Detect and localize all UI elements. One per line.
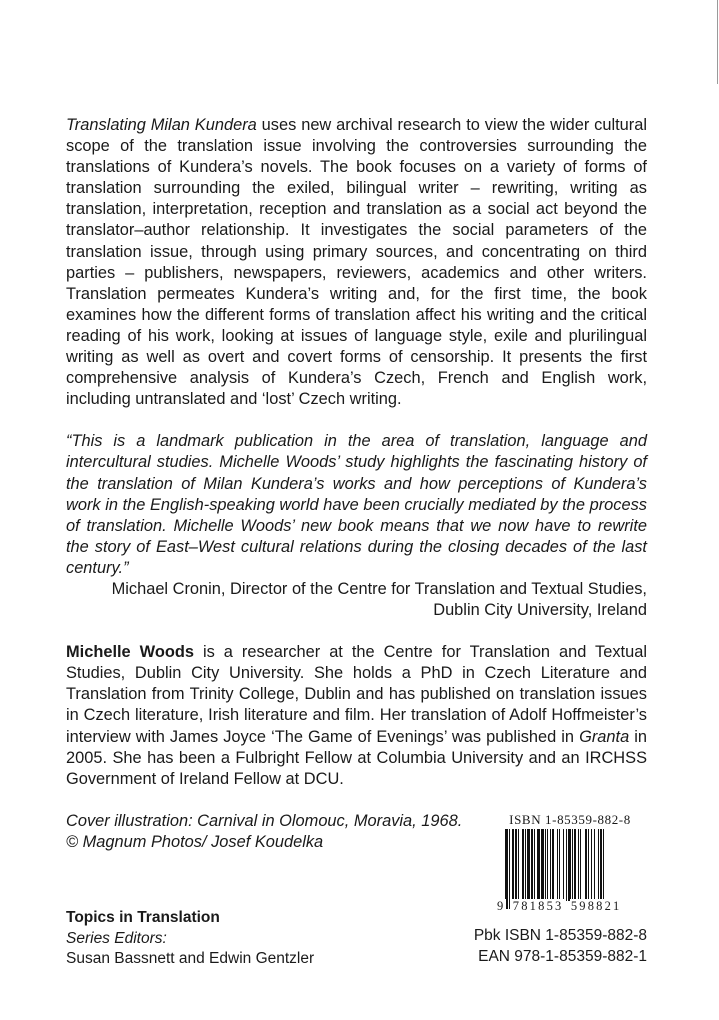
barcode-digit-first: 9 xyxy=(497,899,506,913)
endorsement-quote: “This is a landmark publication in the area of translation, language and intercultural studies. Michelle Woods’ study highlights the fascinating history of the translation of Milan Kundera’s works and how perceptions of Kundera’s work in the English-speaking world have been crucially mediated by the process of translation. Michelle Woods’ new book means that we now have to rewrite the story of East–West cultural relations during the closing decades of the last century.” xyxy=(66,432,647,577)
barcode-digits xyxy=(496,899,670,913)
book-description xyxy=(66,115,647,410)
endorsement-attribution xyxy=(66,579,647,621)
isbn-info xyxy=(474,926,647,967)
author-bio xyxy=(66,642,647,790)
bio-text-1: is a researcher at the Centre for Translation and Textual Studies, Dublin City University. She holds a PhD in Czech Literature and Translation from Trinity College, Dublin and has published on translation issues in Czech literature, Irish literature and film. Her translation of Adolf Hoffmeister’s interview with James Joyce ‘The Game of Evenings’ was published in xyxy=(66,643,647,746)
endorsement xyxy=(66,431,647,621)
page-edge-line xyxy=(717,0,718,84)
cover-credit-line-1: Cover illustration: Carnival in Olomouc, Moravia, 1968. xyxy=(66,811,463,830)
series-title: Topics in Translation xyxy=(66,909,220,926)
barcode-isbn-label: ISBN 1-85359-882-8 xyxy=(509,812,631,827)
description-text: uses new archival research to view the wider cultural scope of the translation issue involving the controversies surrounding the translations of Kundera’s novels. The book focuses on a variety of forms of translation surrounding the exiled, bilingual writer – rewriting, writing as translation, interpretation, reception and translation as a social act beyond the translator–author relationship. It investigates the social parameters of the translation issue, through using primary sources, and concentrating on third parties – publishers, newspapers, reviewers, academics and other writers. Translation permeates Kundera’s writing and, for the first time, the book examines how the different forms of translation affect his writing and the critical reading of his work, looking at issues of language style, exile and plurilingual writing as well as overt and covert forms of censorship. It presents the first comprehensive analysis of Kundera’s Czech, French and English work, including untranslated and ‘lost’ Czech writing. xyxy=(66,116,647,409)
attribution-line-1: Michael Cronin, Director of the Centre for Translation and Textual Studies, xyxy=(111,579,647,598)
isbn-barcode xyxy=(480,813,670,913)
barcode-digits-right: 598821 xyxy=(570,899,622,913)
attribution-line-2: Dublin City University, Ireland xyxy=(433,601,647,620)
series-editors: Susan Bassnett and Edwin Gentzler xyxy=(66,950,315,967)
back-cover-content xyxy=(66,115,647,853)
bio-publication: Granta xyxy=(579,727,630,746)
barcode-bars xyxy=(505,829,670,907)
book-title: Translating Milan Kundera xyxy=(66,116,257,134)
pbk-isbn: Pbk ISBN 1-85359-882-8 xyxy=(473,927,647,944)
barcode-gap xyxy=(604,829,605,901)
series-info xyxy=(66,908,314,970)
bio-text-2: in 2005. She has been a Fulbright Fellow at Columbia University and an IRCHSS Government of Ireland Fellow at DCU. xyxy=(66,727,648,788)
barcode-digits-left: 781853 xyxy=(512,899,564,913)
ean-number: EAN 978-1-85359-882-1 xyxy=(478,947,647,965)
author-name: Michelle Woods xyxy=(66,643,194,662)
series-editors-label: Series Editors: xyxy=(66,929,167,947)
author-bio-text xyxy=(66,642,647,790)
cover-credit-line-2: © Magnum Photos/ Josef Koudelka xyxy=(66,832,324,851)
